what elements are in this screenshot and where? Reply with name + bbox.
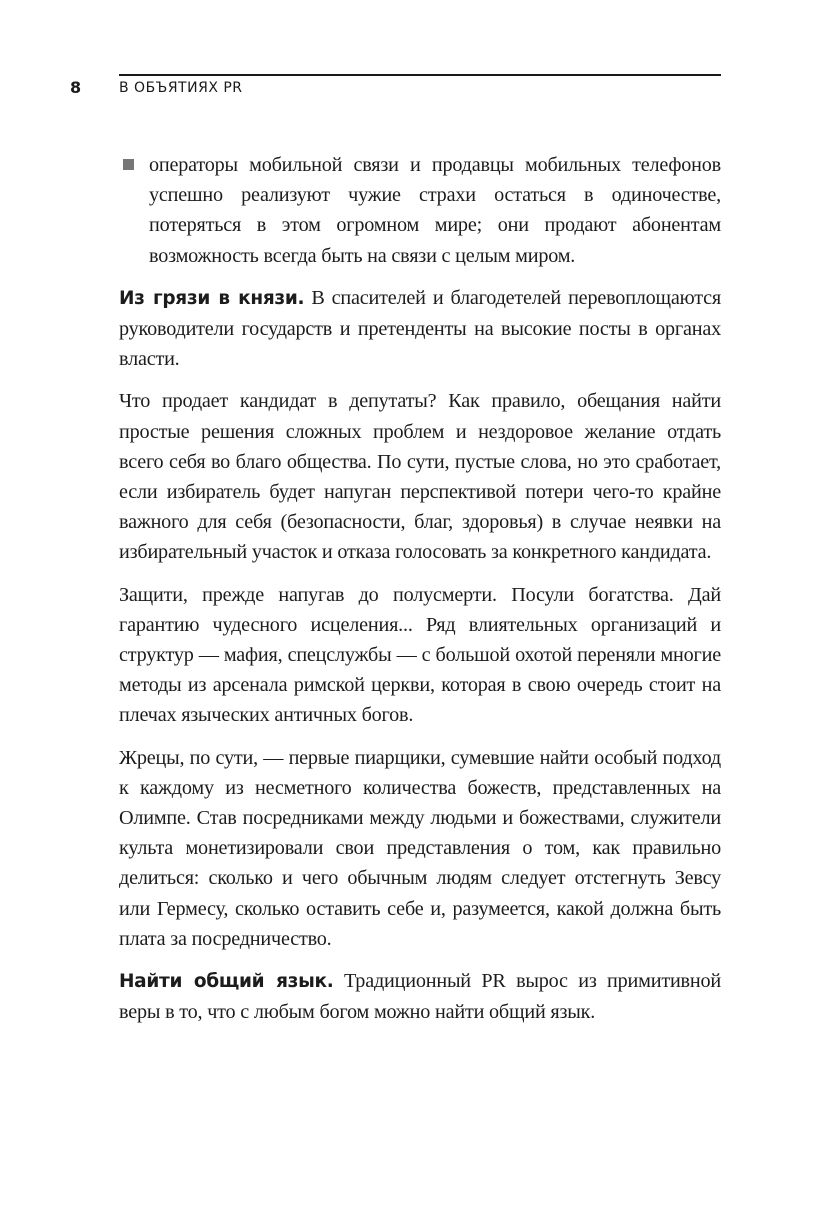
paragraph-text: Что продает кандидат в депутаты? Как правило, обещания найти простые решения сложных проблем и нездоровое желание отдать всего себя во благо общества. По сути, пустые слова, но это сработает, если избиратель будет напуган перспективой потери чего-то крайне важного для себя (безопасности, благ, здоровья) в случае неявки на избирательный участок и отказа голосовать за конкретного кандидата. <box>119 390 721 564</box>
square-bullet-icon <box>123 159 134 170</box>
paragraph-lead: Из грязи в князи. <box>119 287 305 309</box>
paragraph-1 <box>119 283 721 375</box>
running-title: В ОБЪЯТИЯХ PR <box>119 80 243 96</box>
page-header <box>70 74 721 104</box>
paragraph-3 <box>119 580 721 731</box>
page-body <box>119 150 721 1039</box>
header-rule <box>119 74 721 76</box>
paragraph-text: Традиционный PR вырос из примитивной веры в то, что с любым богом можно найти общий язык. <box>119 970 721 1024</box>
bullet-list-item <box>119 150 721 271</box>
paragraph-text: В спасителей и благодетелей перевоплощаются руководители государств и претенденты на высокие посты в органах власти. <box>119 286 721 371</box>
paragraph-4 <box>119 743 721 954</box>
page-number: 8 <box>70 78 82 97</box>
paragraph-2 <box>119 386 721 567</box>
bullet-text: операторы мобильной связи и продавцы мобильных телефонов успешно реализуют чужие страхи остаться в одиночестве, потеряться в этом огромном мире; они продают абонентам возможность всегда быть на связи с целым миром. <box>149 154 721 267</box>
paragraph-lead: Найти общий язык. <box>119 971 334 993</box>
paragraph-5 <box>119 966 721 1027</box>
paragraph-text: Защити, прежде напугав до полусмерти. Посули богатства. Дай гарантию чудесного исцеления... Ряд влиятельных организаций и структур — мафия, спецслужбы — с большой охотой переняли многие методы из арсенала римской церкви, которая в свою очередь стоит на плечах языческих античных богов. <box>119 583 721 727</box>
paragraph-text: Жрецы, по сути, — первые пиарщики, сумевшие найти особый подход к каждому из несметного количества божеств, представленных на Олимпе. Став посредниками между людьми и божествами, служители культа монетизировали свои представления о том, как правильно делиться: сколько и чего обычным людям следует отстегнуть Зевсу или Гермесу, сколько оставить себе и, разумеется, какой должна быть плата за посредничество. <box>119 746 721 950</box>
